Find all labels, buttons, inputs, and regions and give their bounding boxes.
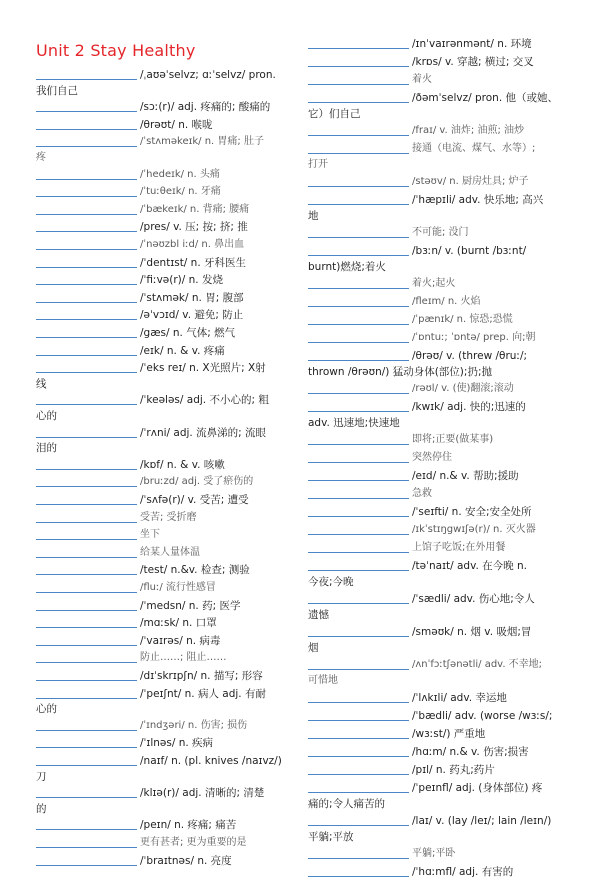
vocab-definition: /peɪn/ n. 疼痛; 痛苦 xyxy=(140,819,237,832)
answer-blank[interactable] xyxy=(308,516,409,517)
vocab-definition: /rəʊl/ v. (使)翻滚;滚动 xyxy=(412,383,514,394)
answer-blank[interactable] xyxy=(308,876,409,877)
vocab-definition: /ˈhæpɪli/ adv. 快乐地; 高兴 xyxy=(412,194,544,206)
answer-blank[interactable] xyxy=(36,319,137,320)
answer-blank[interactable] xyxy=(308,204,409,205)
answer-blank[interactable] xyxy=(36,504,137,505)
vocab-definition: /ˈɪlnəs/ n. 疾病 xyxy=(140,737,214,750)
vocab-definition: /fluː/ 流行性感冒 xyxy=(140,582,216,593)
vocab-definition: 接通（电流、煤气、水等）; xyxy=(412,143,536,154)
vocab-definition: /ˈsʌfə(r)/ v. 受苦; 遭受 xyxy=(140,494,249,506)
vocab-definition: /test/ n.&v. 检查; 测验 xyxy=(140,564,250,577)
answer-blank[interactable] xyxy=(308,738,409,739)
answer-blank[interactable] xyxy=(36,231,137,232)
answer-blank[interactable] xyxy=(36,765,137,766)
answer-blank[interactable] xyxy=(308,570,409,571)
answer-blank[interactable] xyxy=(36,372,137,373)
vocab-definition: 突然停住 xyxy=(412,452,452,463)
vocab-definition-continued: 线 xyxy=(36,377,47,390)
vocab-definition: /ðəmˈselvz/ pron. 他（或她、 xyxy=(412,92,558,104)
vocab-definition: /ˈstʌmək/ n. 胃; 腹部 xyxy=(140,291,244,304)
vocab-definition: 即将;正要(做某事) xyxy=(412,434,494,445)
vocab-definition: /ˈrʌni/ adj. 流鼻涕的; 流眼 xyxy=(140,426,266,439)
answer-blank[interactable] xyxy=(308,360,409,361)
answer-blank[interactable] xyxy=(36,355,137,356)
vocab-definition: /bɜːn/ v. (burnt /bɜːnt/ xyxy=(412,245,527,257)
vocab-definition-continued: 地 xyxy=(308,210,319,222)
vocab-definition: /ʌnˈfɔːtʃənətli/ adv. 不幸地; xyxy=(412,659,543,670)
vocab-definition: /ˈpeɪnfl/ adj. (身体部位) 疼 xyxy=(412,782,543,794)
vocab-definition: /sɔː(r)/ adj. 疼痛的; 酸痛的 xyxy=(140,101,271,114)
answer-blank[interactable] xyxy=(36,146,137,147)
answer-blank[interactable] xyxy=(308,720,409,721)
vocab-definition-continued: 平躺;平放 xyxy=(308,831,354,843)
answer-blank[interactable] xyxy=(308,825,409,826)
vocab-definition-continued: 刀 xyxy=(36,770,47,783)
vocab-definition: 上馆子吃饭;在外用餐 xyxy=(412,542,506,553)
answer-blank[interactable] xyxy=(308,792,409,793)
answer-blank[interactable] xyxy=(308,153,409,154)
answer-blank[interactable] xyxy=(308,636,409,637)
answer-blank[interactable] xyxy=(308,669,409,670)
answer-blank[interactable] xyxy=(36,865,137,866)
vocab-definition: /stəʊv/ n. 厨房灶具; 炉子 xyxy=(412,176,529,187)
vocab-definition: /krɒs/ v. 穿越; 横过; 交叉 xyxy=(412,56,534,68)
vocab-definition: /mɑːsk/ n. 口罩 xyxy=(140,617,217,630)
answer-blank[interactable] xyxy=(308,84,409,85)
answer-blank[interactable] xyxy=(308,603,409,604)
answer-blank[interactable] xyxy=(36,267,137,268)
answer-blank[interactable] xyxy=(308,444,409,445)
answer-blank[interactable] xyxy=(308,135,409,136)
vocab-definition: /pɪl/ n. 药丸;药片 xyxy=(412,764,495,776)
answer-blank[interactable] xyxy=(308,702,409,703)
answer-blank[interactable] xyxy=(36,730,137,731)
answer-blank[interactable] xyxy=(36,249,137,250)
vocab-definition: /pres/ v. 压; 按; 挤; 推 xyxy=(140,221,248,234)
vocab-definition: /ˈlʌkɪli/ adv. 幸运地 xyxy=(412,692,507,704)
answer-blank[interactable] xyxy=(36,284,137,285)
vocab-definition: /ˈpænɪk/ n. 惊恐;恐慌 xyxy=(412,314,513,325)
vocab-definition: /ˈmedsn/ n. 药; 医学 xyxy=(140,599,241,612)
answer-blank[interactable] xyxy=(36,797,137,798)
answer-blank[interactable] xyxy=(36,196,137,197)
vocab-definition: /fleɪm/ n. 火焰 xyxy=(412,296,481,307)
vocab-definition: 不可能; 没门 xyxy=(412,227,469,238)
vocab-definition: 着火;起火 xyxy=(412,278,456,289)
vocab-definition: /sməʊk/ n. 烟 v. 吸烟;冒 xyxy=(412,626,532,638)
answer-blank[interactable] xyxy=(36,214,137,215)
vocab-definition-continued: 心的 xyxy=(36,703,57,716)
answer-blank[interactable] xyxy=(36,486,137,487)
answer-blank[interactable] xyxy=(308,774,409,775)
vocab-definition: /naɪf/ n. (pl. knives /naɪvz/) xyxy=(140,755,282,767)
answer-blank[interactable] xyxy=(36,522,137,523)
vocab-definition-continued: thrown /θrəʊn/) 猛动身体(部位);扔;抛 xyxy=(308,366,492,378)
vocab-definition: 急救 xyxy=(412,488,432,499)
answer-blank[interactable] xyxy=(36,698,137,699)
vocab-definition: /dɪˈskrɪpʃn/ n. 描写; 形容 xyxy=(140,670,263,682)
vocab-definition: /ˈkeələs/ adj. 不小心的; 粗 xyxy=(140,394,269,407)
vocab-definition: /ˈɒntuː; ˈɒntə/ prep. 向;朝 xyxy=(412,332,536,343)
vocab-definition: /kwɪk/ adj. 快的;迅速的 xyxy=(412,401,526,413)
answer-blank[interactable] xyxy=(36,557,137,558)
answer-blank[interactable] xyxy=(308,255,409,256)
vocab-definition: /wɜːst/) 严重地 xyxy=(412,728,486,740)
vocab-definition-continued: 痛的;令人痛苦的 xyxy=(308,798,386,810)
vocab-definition: /ˈbædli/ adv. (worse /wɜːs/; xyxy=(412,710,553,722)
vocab-definition: 防止……; 阻止…… xyxy=(140,652,227,664)
vocab-definition: 平躺;平卧 xyxy=(412,848,456,859)
vocab-definition: /ˈvaɪrəs/ n. 病毒 xyxy=(140,634,221,647)
vocab-definition-continued: 泪的 xyxy=(36,442,57,455)
answer-blank[interactable] xyxy=(36,662,137,663)
vocab-definition: 受苦; 受折磨 xyxy=(140,511,197,523)
answer-blank[interactable] xyxy=(36,404,137,405)
vocab-definition-continued: 烟 xyxy=(308,642,319,654)
vocab-definition: /ɪnˈvaɪrənmənt/ n. 环境 xyxy=(412,38,532,50)
vocab-definition: 给某人量体温 xyxy=(140,546,200,558)
vocab-definition: /ɪkˈstɪŋgwɪʃə(r)/ n. 灭火器 xyxy=(412,524,536,535)
answer-blank[interactable] xyxy=(308,237,409,238)
vocab-definition-continued: 它）们自己 xyxy=(308,108,361,120)
vocab-definition: /bruːzd/ adj. 受了瘀伤的 xyxy=(140,476,254,488)
vocab-definition: /əˈvɔɪd/ v. 避免; 防止 xyxy=(140,309,244,322)
vocab-definition-continued: 打开 xyxy=(308,159,328,170)
vocab-definition: /ˈhɑːmfl/ adj. 有害的 xyxy=(412,866,514,878)
answer-blank[interactable] xyxy=(36,627,137,628)
vocab-definition: /ˈstʌməkeɪk/ n. 胃痛; 肚子 xyxy=(140,136,264,148)
vocab-definition: /ˈtuːθeɪk/ n. 牙痛 xyxy=(140,186,221,198)
answer-blank[interactable] xyxy=(36,645,137,646)
vocab-definition: 着火 xyxy=(412,74,432,85)
vocab-definition: /hɑːm/ n.& v. 伤害;损害 xyxy=(412,746,529,758)
vocab-definition-continued: burnt)燃烧;着火 xyxy=(308,261,386,273)
vocab-definition-continued: 我们自己 xyxy=(36,84,78,97)
vocab-definition: /ˈnəʊzbl iːd/ n. 鼻出血 xyxy=(140,239,245,250)
vocab-definition: /ˌaʊəˈselvz; ɑːˈselvz/ pron. xyxy=(140,69,276,81)
vocab-definition: /ˈɪndʒəri/ n. 伤害; 损伤 xyxy=(140,719,248,731)
vocab-definition: /ˈhedeɪk/ n. 头痛 xyxy=(140,168,220,180)
answer-blank[interactable] xyxy=(308,102,409,103)
answer-blank[interactable] xyxy=(36,847,137,848)
answer-blank[interactable] xyxy=(36,129,137,130)
vocab-definition: /təˈnaɪt/ adv. 在今晚 n. xyxy=(412,560,527,572)
vocab-definition: /gæs/ n. 气体; 燃气 xyxy=(140,327,236,339)
answer-blank[interactable] xyxy=(36,437,137,438)
answer-blank[interactable] xyxy=(308,411,409,412)
page-title: Unit 2 Stay Healthy xyxy=(36,41,196,60)
vocab-definition: 坐下 xyxy=(140,529,160,541)
answer-blank[interactable] xyxy=(308,498,409,499)
answer-blank[interactable] xyxy=(36,179,137,180)
answer-blank[interactable] xyxy=(308,534,409,535)
answer-blank[interactable] xyxy=(36,592,137,593)
answer-blank[interactable] xyxy=(308,756,409,757)
answer-blank[interactable] xyxy=(308,288,409,289)
answer-blank[interactable] xyxy=(308,66,409,67)
answer-blank[interactable] xyxy=(36,337,137,338)
vocab-definition: /klɪə(r)/ adj. 清晰的; 清楚 xyxy=(140,787,265,800)
answer-blank[interactable] xyxy=(308,342,409,343)
vocab-definition: /ˈsædli/ adv. 伤心地;令人 xyxy=(412,593,535,605)
vocab-definition-continued: 遗憾 xyxy=(308,609,329,621)
answer-blank[interactable] xyxy=(308,858,409,859)
vocab-definition: /ˈpeɪʃnt/ n. 病人 adj. 有耐 xyxy=(140,687,266,700)
vocab-definition: /kɒf/ n. & v. 咳嗽 xyxy=(140,458,225,471)
vocab-definition: /fraɪ/ v. 油炸; 油煎; 油炒 xyxy=(412,125,524,136)
vocab-definition: /ˈeks reɪ/ n. X光照片; X射 xyxy=(140,362,266,375)
vocab-definition-continued: 疼 xyxy=(36,152,46,163)
vocab-definition: /eɪk/ n. & v. 疼痛 xyxy=(140,344,225,357)
vocab-definition: /θrəʊt/ n. 喉咙 xyxy=(140,118,213,131)
vocab-definition: /eɪd/ n.& v. 帮助;援助 xyxy=(412,470,519,482)
answer-blank[interactable] xyxy=(308,48,409,49)
vocab-definition: /ˈbraɪtnəs/ n. 亮度 xyxy=(140,854,232,867)
vocab-definition: /ˈbækeɪk/ n. 背痛; 腰痛 xyxy=(140,203,250,215)
answer-blank[interactable] xyxy=(36,610,137,611)
answer-blank[interactable] xyxy=(36,747,137,748)
answer-blank[interactable] xyxy=(36,79,137,80)
answer-blank[interactable] xyxy=(308,393,409,394)
vocab-definition-continued: 可惜地 xyxy=(308,675,338,686)
vocab-definition-continued: adv. 迅速地;快速地 xyxy=(308,417,400,429)
vocab-definition-continued: 心的 xyxy=(36,410,57,422)
answer-blank[interactable] xyxy=(36,302,137,303)
vocab-definition: 更有甚者; 更为重要的是 xyxy=(140,837,247,848)
answer-blank[interactable] xyxy=(36,111,137,112)
answer-blank[interactable] xyxy=(36,829,137,830)
answer-blank[interactable] xyxy=(308,462,409,463)
vocab-definition: /ˈfiːvə(r)/ n. 发烧 xyxy=(140,274,223,287)
vocab-definition: /ˈseɪfti/ n. 安全;安全处所 xyxy=(412,506,532,518)
answer-blank[interactable] xyxy=(308,552,409,553)
vocab-definition: /laɪ/ v. (lay /leɪ/; lain /leɪn/) xyxy=(412,815,552,827)
answer-blank[interactable] xyxy=(36,680,137,681)
answer-blank[interactable] xyxy=(308,480,409,481)
vocab-definition-continued: 的 xyxy=(36,802,47,815)
answer-blank[interactable] xyxy=(308,306,409,307)
vocab-definition: /θrəʊ/ v. (threw /θruː/; xyxy=(412,350,528,362)
answer-blank[interactable] xyxy=(36,539,137,540)
answer-blank[interactable] xyxy=(36,574,137,575)
answer-blank[interactable] xyxy=(308,186,409,187)
vocab-definition: /ˈdentɪst/ n. 牙科医生 xyxy=(140,256,247,269)
answer-blank[interactable] xyxy=(308,324,409,325)
vocab-definition-continued: 今夜;今晚 xyxy=(308,576,354,588)
answer-blank[interactable] xyxy=(36,469,137,470)
